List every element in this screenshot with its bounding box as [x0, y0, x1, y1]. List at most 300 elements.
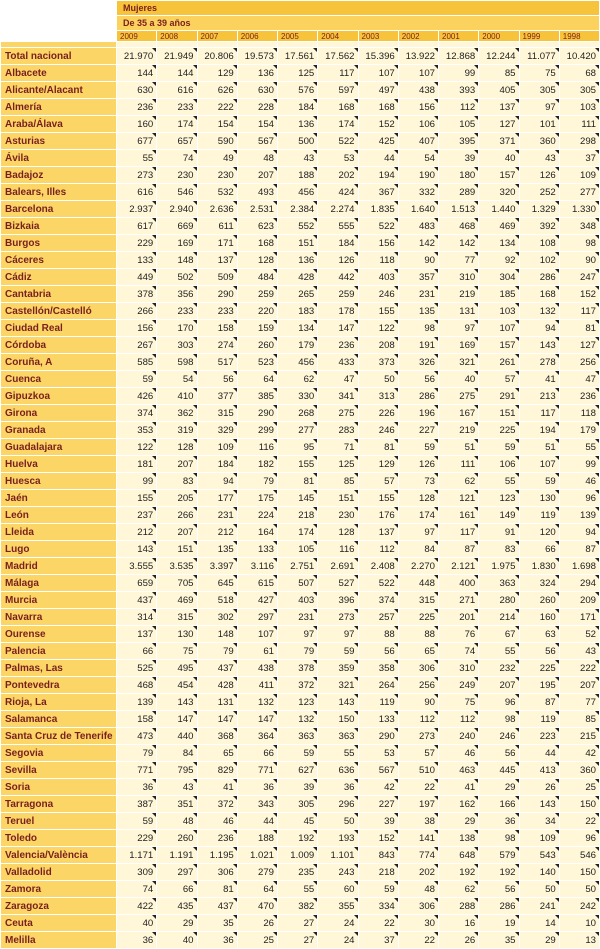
value-cell: 517 [198, 354, 237, 370]
table-row [1, 150, 599, 166]
value-cell: 1.975 [479, 558, 518, 574]
value-cell: 400 [439, 575, 478, 591]
value-cell: 463 [439, 762, 478, 778]
value-cell: 55 [479, 643, 518, 659]
value-cell: 576 [278, 82, 317, 98]
row-label: Sevilla [1, 762, 116, 778]
value-cell: 117 [439, 524, 478, 540]
value-cell: 305 [560, 82, 599, 98]
value-cell: 107 [520, 456, 559, 472]
value-cell: 55 [278, 881, 317, 897]
value-cell: 136 [238, 65, 277, 81]
value-cell: 373 [359, 354, 398, 370]
value-cell: 623 [238, 218, 277, 234]
value-cell: 319 [157, 422, 196, 438]
value-cell: 288 [439, 898, 478, 914]
year-header: 2008 [157, 31, 196, 41]
value-cell: 177 [198, 490, 237, 506]
value-cell: 147 [238, 711, 277, 727]
value-cell: 139 [560, 507, 599, 523]
value-cell: 180 [439, 167, 478, 183]
value-cell: 85 [479, 65, 518, 81]
row-label: Málaga [1, 575, 116, 591]
value-cell: 440 [157, 728, 196, 744]
value-cell: 437 [198, 898, 237, 914]
value-cell: 111 [560, 116, 599, 132]
value-cell: 99 [560, 456, 599, 472]
value-cell: 266 [117, 303, 156, 319]
value-cell: 87 [439, 541, 478, 557]
value-cell: 47 [318, 371, 357, 387]
table-row [1, 592, 599, 608]
table-row [1, 116, 599, 132]
value-cell: 306 [198, 864, 237, 880]
value-cell: 117 [560, 303, 599, 319]
value-cell: 2.636 [198, 201, 237, 217]
value-cell: 29 [157, 915, 196, 931]
value-cell: 241 [520, 898, 559, 914]
value-cell: 659 [117, 575, 156, 591]
value-cell: 85 [560, 711, 599, 727]
value-cell: 147 [157, 711, 196, 727]
table-row [1, 422, 599, 438]
value-cell: 90 [560, 252, 599, 268]
value-cell: 59 [318, 643, 357, 659]
value-cell: 96 [560, 830, 599, 846]
value-cell: 81 [359, 439, 398, 455]
value-cell: 321 [439, 354, 478, 370]
value-cell: 669 [157, 218, 196, 234]
value-cell: 1.330 [560, 201, 599, 217]
value-cell: 84 [399, 541, 438, 557]
value-cell: 43 [520, 150, 559, 166]
value-cell: 40 [117, 915, 156, 931]
value-cell: 393 [439, 82, 478, 98]
value-cell: 382 [278, 898, 317, 914]
value-cell: 152 [359, 830, 398, 846]
value-cell: 41 [198, 779, 237, 795]
value-cell: 3.397 [198, 558, 237, 574]
value-cell: 156 [359, 235, 398, 251]
value-cell: 371 [479, 133, 518, 149]
value-cell: 249 [439, 677, 478, 693]
value-cell: 35 [198, 915, 237, 931]
value-cell: 174 [399, 507, 438, 523]
value-cell: 135 [198, 541, 237, 557]
table-row [1, 252, 599, 268]
value-cell: 43 [278, 150, 317, 166]
row-label: Cuenca [1, 371, 116, 387]
value-cell: 39 [278, 779, 317, 795]
value-cell: 630 [238, 82, 277, 98]
table-row [1, 65, 599, 81]
row-label: Palencia [1, 643, 116, 659]
value-cell: 144 [157, 65, 196, 81]
value-cell: 795 [157, 762, 196, 778]
row-label: Zaragoza [1, 898, 116, 914]
value-cell: 56 [359, 643, 398, 659]
value-cell: 296 [318, 796, 357, 812]
value-cell: 184 [198, 456, 237, 472]
value-cell: 222 [198, 99, 237, 115]
value-cell: 205 [157, 490, 196, 506]
row-label: Burgos [1, 235, 116, 251]
value-cell: 174 [278, 524, 317, 540]
value-cell: 356 [157, 286, 196, 302]
value-cell: 155 [359, 490, 398, 506]
table-row [1, 439, 599, 455]
table-row [1, 541, 599, 557]
value-cell: 132 [278, 711, 317, 727]
value-cell: 151 [157, 541, 196, 557]
value-cell: 137 [117, 626, 156, 642]
value-cell: 1.513 [439, 201, 478, 217]
value-cell: 677 [117, 133, 156, 149]
table-row [1, 677, 599, 693]
value-cell: 20.806 [198, 48, 237, 64]
value-cell: 277 [560, 184, 599, 200]
value-cell: 2.274 [318, 201, 357, 217]
value-cell: 79 [238, 473, 277, 489]
value-cell: 112 [399, 711, 438, 727]
year-header: 2009 [117, 31, 156, 41]
value-cell: 324 [520, 575, 559, 591]
row-label: Ávila [1, 150, 116, 166]
value-cell: 36 [117, 932, 156, 948]
value-cell: 615 [238, 575, 277, 591]
value-cell: 424 [318, 184, 357, 200]
value-cell: 426 [117, 388, 156, 404]
value-cell: 44 [520, 745, 559, 761]
table-row [1, 235, 599, 251]
value-cell: 137 [479, 99, 518, 115]
value-cell: 252 [520, 184, 559, 200]
value-cell: 626 [198, 82, 237, 98]
value-cell: 597 [318, 82, 357, 98]
value-cell: 44 [359, 150, 398, 166]
value-cell: 2.531 [238, 201, 277, 217]
value-cell: 133 [359, 711, 398, 727]
value-cell: 484 [238, 269, 277, 285]
value-cell: 235 [278, 864, 317, 880]
value-cell: 169 [439, 337, 478, 353]
value-cell: 469 [479, 218, 518, 234]
table-row [1, 779, 599, 795]
table-row [1, 320, 599, 336]
value-cell: 266 [157, 507, 196, 523]
value-cell: 10 [560, 915, 599, 931]
value-cell: 395 [439, 133, 478, 149]
value-cell: 54 [399, 150, 438, 166]
table-row [1, 184, 599, 200]
value-cell: 50 [318, 813, 357, 829]
table-row [1, 932, 599, 948]
value-cell: 286 [520, 269, 559, 285]
value-cell: 55 [479, 473, 518, 489]
value-cell: 243 [318, 864, 357, 880]
value-cell: 55 [560, 439, 599, 455]
value-cell: 46 [560, 473, 599, 489]
value-cell: 275 [318, 405, 357, 421]
value-cell: 236 [117, 99, 156, 115]
table-row [1, 609, 599, 625]
value-cell: 158 [198, 320, 237, 336]
row-label: Ciudad Real [1, 320, 116, 336]
value-cell: 500 [278, 133, 317, 149]
value-cell: 143 [318, 694, 357, 710]
value-cell: 422 [117, 898, 156, 914]
value-cell: 36 [198, 932, 237, 948]
value-cell: 555 [318, 218, 357, 234]
value-cell: 50 [520, 881, 559, 897]
value-cell: 67 [479, 626, 518, 642]
value-cell: 360 [560, 762, 599, 778]
value-cell: 442 [318, 269, 357, 285]
value-cell: 329 [198, 422, 237, 438]
value-cell: 117 [520, 405, 559, 421]
row-label: Valencia/València [1, 847, 116, 863]
value-cell: 214 [479, 609, 518, 625]
value-cell: 29 [479, 779, 518, 795]
value-cell: 2.937 [117, 201, 156, 217]
value-cell: 29 [439, 813, 478, 829]
value-cell: 91 [479, 524, 518, 540]
value-cell: 75 [439, 694, 478, 710]
value-cell: 433 [318, 354, 357, 370]
value-cell: 363 [318, 728, 357, 744]
value-cell: 260 [157, 830, 196, 846]
table-row [1, 558, 599, 574]
value-cell: 77 [560, 694, 599, 710]
value-cell: 74 [439, 643, 478, 659]
value-cell: 438 [399, 82, 438, 98]
row-label: Pontevedra [1, 677, 116, 693]
value-cell: 41 [520, 371, 559, 387]
value-cell: 237 [117, 507, 156, 523]
value-cell: 170 [157, 320, 196, 336]
value-cell: 56 [479, 881, 518, 897]
value-cell: 218 [278, 507, 317, 523]
value-cell: 207 [560, 677, 599, 693]
value-cell: 50 [359, 371, 398, 387]
value-cell: 212 [198, 524, 237, 540]
value-cell: 1.830 [520, 558, 559, 574]
value-cell: 1.191 [157, 847, 196, 863]
value-cell: 257 [359, 609, 398, 625]
header-corner [1, 1, 116, 15]
value-cell: 148 [157, 252, 196, 268]
value-cell: 403 [278, 592, 317, 608]
value-cell: 523 [238, 354, 277, 370]
value-cell: 136 [278, 252, 317, 268]
value-cell: 1.835 [359, 201, 398, 217]
value-cell: 54 [157, 371, 196, 387]
value-cell: 567 [238, 133, 277, 149]
value-cell: 118 [359, 252, 398, 268]
value-cell: 43 [560, 643, 599, 659]
value-cell: 155 [117, 490, 156, 506]
row-label: Almería [1, 99, 116, 115]
value-cell: 168 [359, 99, 398, 115]
row-label: Navarra [1, 609, 116, 625]
value-cell: 95 [278, 439, 317, 455]
value-cell: 111 [439, 456, 478, 472]
value-cell: 133 [238, 541, 277, 557]
value-cell: 132 [238, 694, 277, 710]
value-cell: 122 [359, 320, 398, 336]
row-label: Lleida [1, 524, 116, 540]
value-cell: 174 [157, 116, 196, 132]
value-cell: 79 [278, 643, 317, 659]
value-cell: 372 [198, 796, 237, 812]
value-cell: 306 [399, 898, 438, 914]
value-cell: 435 [157, 898, 196, 914]
value-cell: 107 [238, 626, 277, 642]
value-cell: 277 [278, 422, 317, 438]
value-cell: 179 [278, 337, 317, 353]
value-cell: 59 [479, 439, 518, 455]
value-cell: 194 [359, 167, 398, 183]
value-cell: 392 [520, 218, 559, 234]
value-cell: 305 [520, 82, 559, 98]
value-cell: 224 [238, 507, 277, 523]
value-cell: 109 [198, 439, 237, 455]
value-cell: 168 [318, 99, 357, 115]
value-cell: 85 [318, 473, 357, 489]
value-cell: 359 [318, 660, 357, 676]
value-cell: 125 [278, 65, 317, 81]
value-cell: 29 [520, 932, 559, 948]
value-cell: 117 [318, 65, 357, 81]
value-cell: 46 [198, 813, 237, 829]
value-cell: 130 [157, 626, 196, 642]
value-cell: 196 [399, 405, 438, 421]
table-row [1, 915, 599, 931]
value-cell: 134 [278, 320, 317, 336]
value-cell: 40 [439, 371, 478, 387]
value-cell: 403 [359, 269, 398, 285]
row-label: Girona [1, 405, 116, 421]
value-cell: 364 [238, 728, 277, 744]
value-cell: 59 [359, 881, 398, 897]
value-cell: 351 [157, 796, 196, 812]
value-cell: 334 [359, 898, 398, 914]
value-cell: 355 [318, 898, 357, 914]
value-cell: 40 [479, 150, 518, 166]
value-cell: 169 [157, 235, 196, 251]
value-cell: 184 [278, 99, 317, 115]
value-cell: 128 [157, 439, 196, 455]
value-cell: 470 [238, 898, 277, 914]
value-cell: 843 [359, 847, 398, 863]
spacer-row [1, 42, 599, 47]
value-cell: 305 [278, 796, 317, 812]
value-cell: 30 [399, 915, 438, 931]
value-cell: 51 [520, 439, 559, 455]
value-cell: 133 [117, 252, 156, 268]
value-cell: 230 [157, 167, 196, 183]
value-cell: 60 [318, 881, 357, 897]
table-row [1, 473, 599, 489]
value-cell: 148 [198, 626, 237, 642]
value-cell: 231 [198, 507, 237, 523]
value-cell: 179 [560, 422, 599, 438]
value-cell: 19.573 [238, 48, 277, 64]
value-cell: 151 [318, 490, 357, 506]
table-row [1, 660, 599, 676]
value-cell: 94 [520, 320, 559, 336]
value-cell: 405 [479, 82, 518, 98]
value-cell: 37 [560, 150, 599, 166]
value-cell: 61 [238, 643, 277, 659]
value-cell: 428 [278, 269, 317, 285]
value-cell: 74 [117, 881, 156, 897]
value-cell: 1.440 [479, 201, 518, 217]
value-cell: 97 [278, 626, 317, 642]
value-cell: 27 [278, 932, 317, 948]
value-cell: 12.244 [479, 48, 518, 64]
value-cell: 75 [520, 65, 559, 81]
value-cell: 225 [479, 422, 518, 438]
value-cell: 598 [157, 354, 196, 370]
table-body [1, 48, 599, 948]
value-cell: 59 [278, 745, 317, 761]
row-label: Cantabria [1, 286, 116, 302]
value-cell: 105 [278, 541, 317, 557]
value-cell: 112 [359, 541, 398, 557]
value-cell: 36 [238, 779, 277, 795]
value-cell: 219 [439, 286, 478, 302]
value-cell: 265 [278, 286, 317, 302]
value-cell: 2.940 [157, 201, 196, 217]
row-label: Ceuta [1, 915, 116, 931]
year-header-row [1, 31, 599, 41]
value-cell: 358 [359, 660, 398, 676]
table-row [1, 575, 599, 591]
value-cell: 119 [359, 694, 398, 710]
value-cell: 98 [479, 830, 518, 846]
value-cell: 617 [117, 218, 156, 234]
row-label: Salamanca [1, 711, 116, 727]
value-cell: 19 [479, 915, 518, 931]
table-row [1, 303, 599, 319]
table-row [1, 201, 599, 217]
value-cell: 151 [278, 235, 317, 251]
value-cell: 438 [238, 660, 277, 676]
table-row [1, 643, 599, 659]
row-label: Barcelona [1, 201, 116, 217]
value-cell: 116 [318, 541, 357, 557]
year-header: 1998 [560, 31, 599, 41]
value-cell: 84 [157, 745, 196, 761]
value-cell: 156 [117, 320, 156, 336]
value-cell: 62 [439, 881, 478, 897]
value-cell: 79 [198, 643, 237, 659]
value-cell: 136 [278, 116, 317, 132]
value-cell: 12.868 [439, 48, 478, 64]
table-row [1, 507, 599, 523]
value-cell: 150 [560, 796, 599, 812]
year-header: 2007 [198, 31, 237, 41]
value-cell: 39 [439, 150, 478, 166]
value-cell: 228 [238, 99, 277, 115]
value-cell: 315 [198, 405, 237, 421]
value-cell: 122 [117, 439, 156, 455]
value-cell: 64 [238, 371, 277, 387]
row-label: Soria [1, 779, 116, 795]
row-label: Guadalajara [1, 439, 116, 455]
value-cell: 107 [479, 320, 518, 336]
